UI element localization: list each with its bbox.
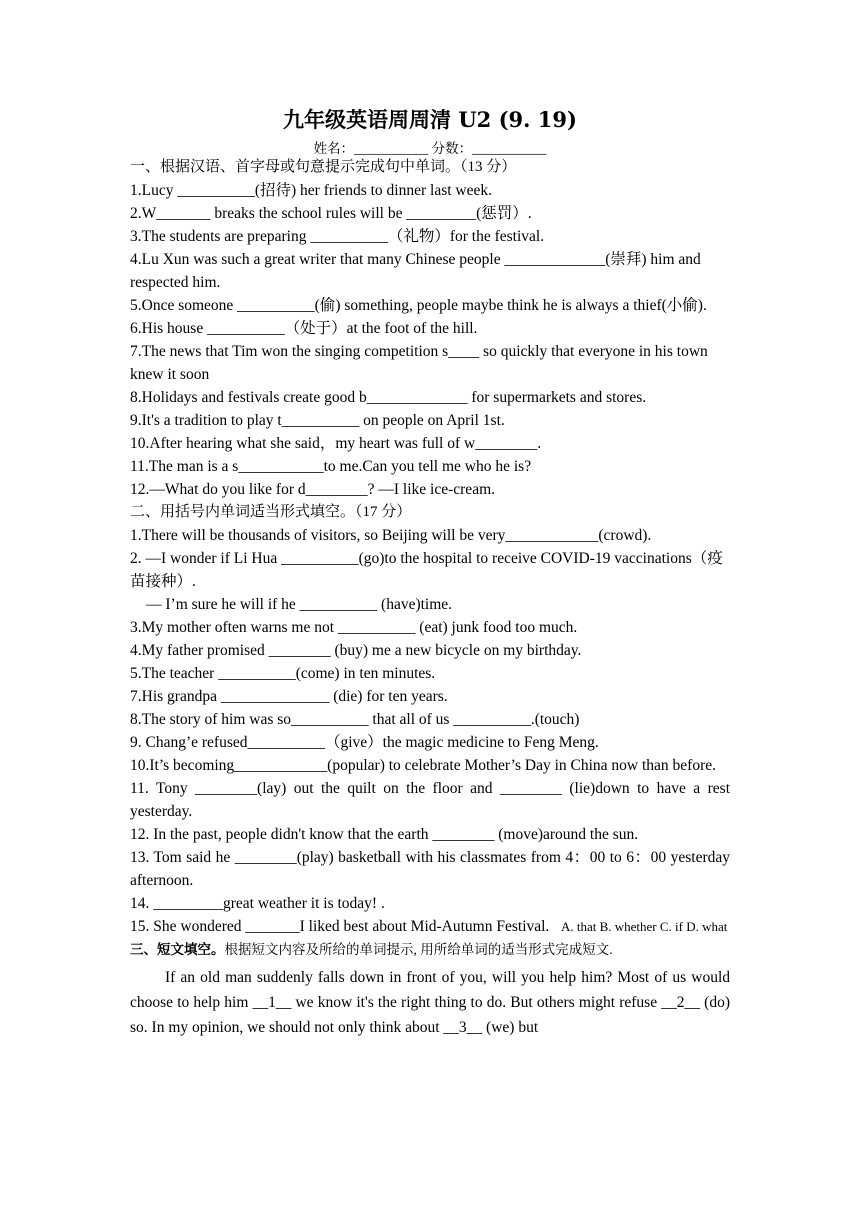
section3-passage: If an old man suddenly falls down in front of you, will you help him? Most of us would choose to help him __1__ we know it's the right thing to do. But others might refuse __2__ (do) so. In my opinion, we should not only think about __3__ (we) but [130, 969, 730, 1036]
s1-question: 11.The man is a s___________to me.Can you tell me who he is? [130, 458, 532, 475]
s2-question-15 [130, 915, 730, 938]
s2-question: 1.There will be thousands of visitors, so Beijing will be very____________(crowd). [130, 527, 652, 544]
s1-question: 7.The news that Tim won the singing competition s____ so quickly that everyone in his town knew it soon [130, 343, 708, 383]
s2-question: 4.My father promised ________ (buy) me a new bicycle on my birthday. [130, 642, 582, 659]
s2-question: 14. _________great weather it is today! . [130, 895, 385, 912]
s2-question: 3.My mother often warns me not __________ (eat) junk food too much. [130, 619, 578, 636]
s1-question: 6.His house __________（处于）at the foot of the hill. [130, 320, 478, 337]
s1-question: 10.After hearing what she said，my heart was full of w________. [130, 435, 542, 452]
s2-question: 12. In the past, people didn't know that the earth ________ (move)around the sun. [130, 826, 639, 843]
s2-question: 2. —I wonder if Li Hua __________(go)to the hospital to receive COVID-19 vaccinations（疫苗接种）. [130, 550, 723, 590]
page-title: 九年级英语周周清 U2 (9. 19) [283, 107, 577, 132]
name-score-line: 姓名：___________ 分数：___________ [313, 141, 547, 156]
s1-question: 12.—What do you like for d________? —I like ice-cream. [130, 481, 495, 498]
section3-heading-bold: 三、短文填空。 [130, 942, 225, 957]
s2-question-reply: — I’m sure he will if he __________ (have)time. [146, 596, 453, 613]
section3-heading [130, 938, 730, 961]
s2-question: 9. Chang’e refused__________（give）the magic medicine to Feng Meng. [130, 734, 599, 751]
section3-heading-rest: 根据短文内容及所给的单词提示, 用所给单词的适当形式完成短文. [224, 942, 613, 957]
s1-question: 4.Lu Xun was such a great writer that many Chinese people _____________(崇拜) him and respected him. [130, 251, 701, 291]
s2-question: 7.His grandpa ______________ (die) for ten years. [130, 688, 448, 705]
s2-question: 8.The story of him was so__________ that all of us __________.(touch) [130, 711, 580, 728]
s1-question: 2.W_______ breaks the school rules will be _________(惩罚）. [130, 205, 532, 222]
s2-question: 5.The teacher __________(come) in ten minutes. [130, 665, 436, 682]
s2-question-15-text: 15. She wondered _______I liked best about Mid-Autumn Festival. [130, 918, 550, 935]
s1-question: 5.Once someone __________(偷) something, people maybe think he is always a thief(小偷). [130, 297, 707, 314]
s1-question: 1.Lucy __________(招待) her friends to dinner last week. [130, 182, 493, 199]
s1-question: 3.The students are preparing __________（礼物）for the festival. [130, 228, 545, 245]
s2-question: 13. Tom said he ________(play) basketball with his classmates from 4：00 to 6：00 yesterday afternoon. [130, 849, 730, 889]
s2-question: 11. Tony ________(lay) out the quilt on the floor and ________ (lie)down to have a rest yesterday. [130, 780, 730, 820]
worksheet-content [130, 156, 730, 1040]
s2-question: 10.It’s becoming____________(popular) to celebrate Mother’s Day in China now than before. [130, 757, 716, 774]
s1-question: 8.Holidays and festivals create good b_____________ for supermarkets and stores. [130, 389, 647, 406]
section2-heading: 二、用括号内单词适当形式填空。（17 分） [130, 504, 412, 520]
s2-question-15-options: A. that B. whether C. if D. what [560, 919, 728, 934]
section1-heading: 一、根据汉语、首字母或句意提示完成句中单词。（13 分） [130, 159, 517, 175]
s1-question: 9.It's a tradition to play t__________ on people on April 1st. [130, 412, 505, 429]
